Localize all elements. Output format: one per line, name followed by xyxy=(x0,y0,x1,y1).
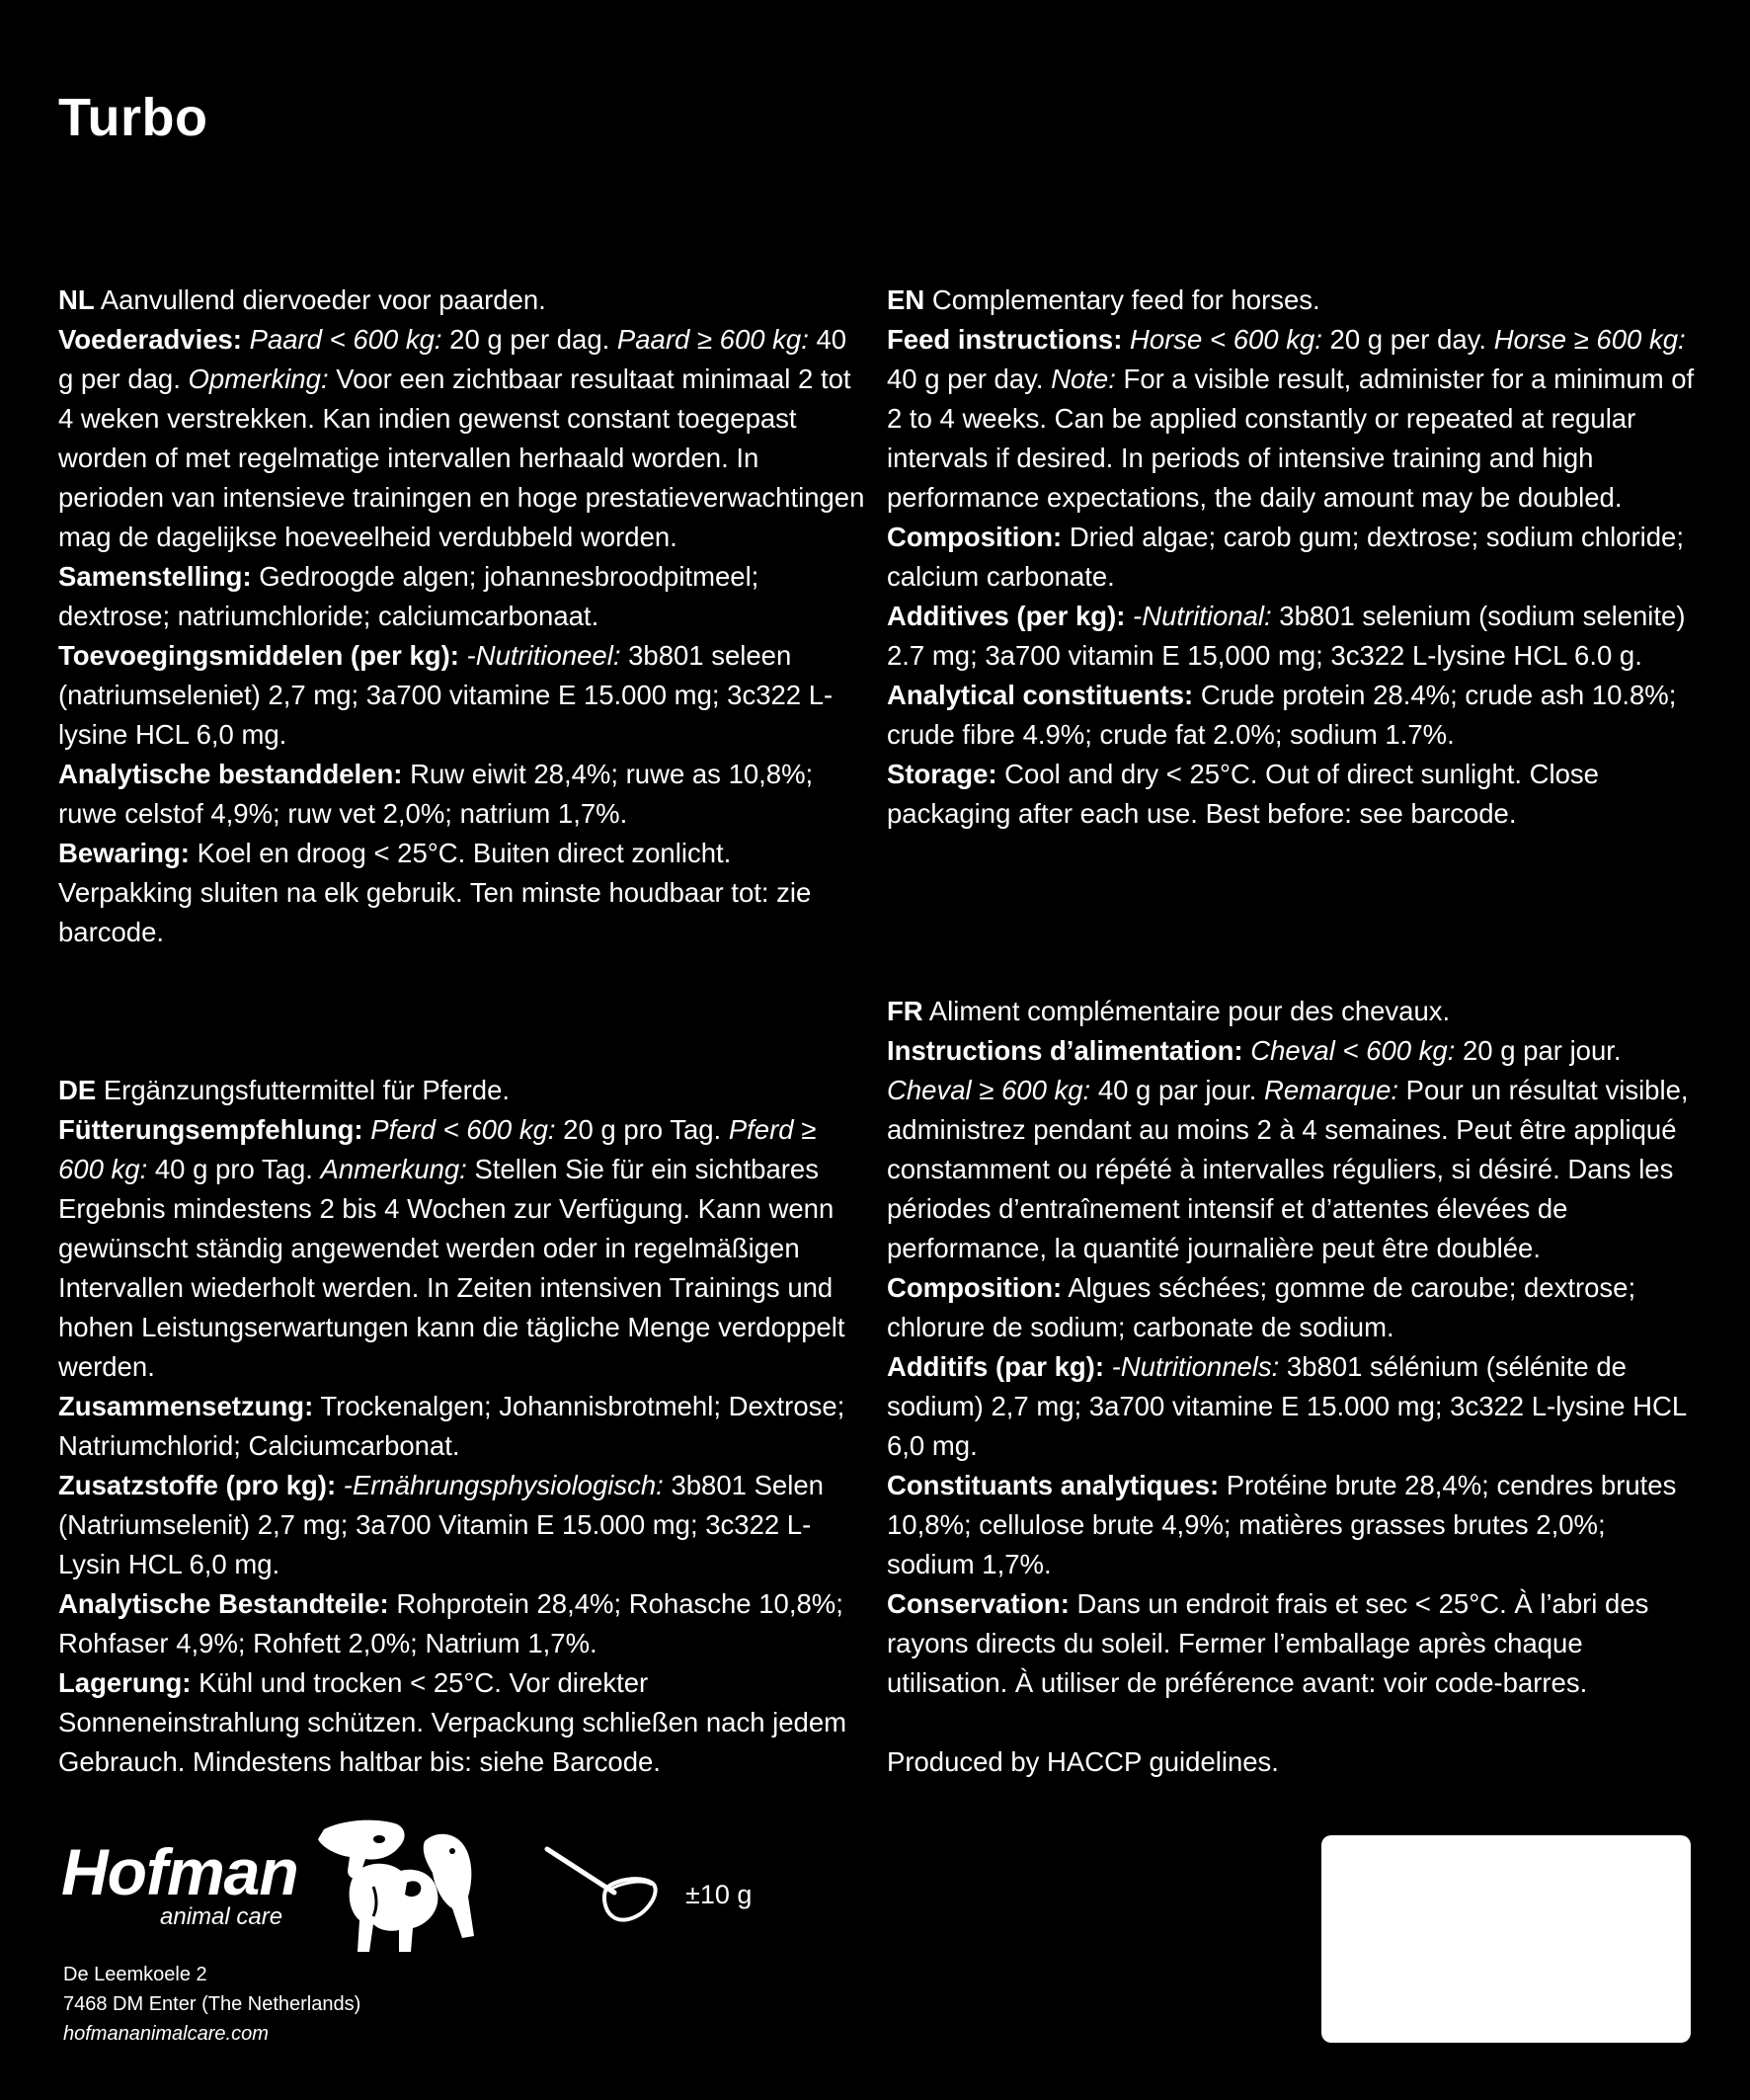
section-nl xyxy=(58,281,868,952)
barcode-area xyxy=(1321,1835,1691,2043)
address-line1: De Leemkoele 2 xyxy=(63,1964,207,1985)
nl-storage: Bewaring: Koel en droog < 25°C. Buiten direct zonlicht. Verpakking sluiten na elk gebruik. Ten minste houdbaar tot: zie barcode. xyxy=(58,838,812,947)
de-analytical: Analytische Bestandteile: Rohprotein 28,4%; Rohasche 10,8%; Rohfaser 4,9%; Rohfett 2,0%; Natrium 1,7%. xyxy=(58,1588,843,1658)
en-language-code: EN xyxy=(887,284,925,315)
fr-storage: Conservation: Dans un endroit frais et sec < 25°C. À l’abri des rayons directs du soleil. Fermer l’emballage après chaque utilisation. À utiliser de préférence avant: voir code-barres. xyxy=(887,1588,1649,1698)
section-fr xyxy=(887,992,1697,1782)
en-paragraph: EN Complementary feed for horses. xyxy=(887,284,1320,315)
product-title: Turbo xyxy=(58,88,208,147)
de-composition: Zusammensetzung: Trockenalgen; Johannisbrotmehl; Dextrose; Natriumchlorid; Calciumcarbonat. xyxy=(58,1391,845,1461)
fr-language-code: FR xyxy=(887,996,923,1026)
nl-composition: Samenstelling: Gedroogde algen; johannesbroodpitmeel; dextrose; natriumchloride; calciumcarbonaat. xyxy=(58,561,759,631)
haccp-note: Produced by HACCP guidelines. xyxy=(887,1746,1279,1777)
de-feed-advice: Fütterungsempfehlung: Pferd < 600 kg: 20 g pro Tag. Pferd ≥ 600 kg: 40 g pro Tag. Anmerkung: Stellen Sie für ein sichtbares Ergebnis mindestens 2 bis 4 Wochen zur Verfügung. Kann wenn gewünscht ständig angewendet werden oder in regelmäßigen Intervallen wiederholt werden. In Zeiten intensiven Trainings und hohen Leistungserwartungen kann die tägliche Menge verdoppelt werden. xyxy=(58,1114,845,1382)
section-de xyxy=(58,1071,868,1782)
fr-additives: Additifs (par kg): -Nutritionnels: 3b801 sélénium (sélénite de sodium) 2,7 mg; 3a700 vitamine E 15.000 mg; 3c322 L-lysine HCL 6,0 mg. xyxy=(887,1351,1687,1461)
fr-composition: Composition: Algues séchées; gomme de caroube; dextrose; chlorure de sodium; carbonate de sodium. xyxy=(887,1272,1636,1342)
en-additives: Additives (per kg): -Nutritional: 3b801 selenium (sodium selenite) 2.7 mg; 3a700 vitamin E 15,000 mg; 3c322 L-lysine HCL 6.0 g. xyxy=(887,601,1686,671)
de-language-code: DE xyxy=(58,1075,97,1105)
nl-additives: Toevoegingsmiddelen (per kg): -Nutritioneel: 3b801 seleen (natriumseleniet) 2,7 mg; 3a700 vitamine E 15.000 mg; 3c322 L-lysine HCL 6,0 mg. xyxy=(58,640,834,750)
fr-paragraph: FR Aliment complémentaire pour des chevaux. xyxy=(887,996,1451,1026)
en-feed-advice: Feed instructions: Horse < 600 kg: 20 g per day. Horse ≥ 600 kg: 40 g per day. Note: For a visible result, administer for a minimum of 2 to 4 weeks. Can be applied constantly or repeated at regular intervals if desired. In periods of intensive training and high performance expectations, the daily amount may be doubled. xyxy=(887,324,1695,513)
en-analytical: Analytical constituents: Crude protein 28.4%; crude ash 10.8%; crude fibre 4.9%; crude fat 2.0%; sodium 1.7%. xyxy=(887,680,1677,750)
brand-logo xyxy=(61,1817,437,1946)
en-storage: Storage: Cool and dry < 25°C. Out of direct sunlight. Close packaging after each use. Best before: see barcode. xyxy=(887,759,1599,829)
nl-paragraph: NL Aanvullend diervoeder voor paarden. xyxy=(58,284,546,315)
measuring-scoop-icon xyxy=(543,1839,662,1928)
nl-language-code: NL xyxy=(58,284,95,315)
scoop-amount: ±10 g xyxy=(685,1880,753,1909)
company-address xyxy=(63,1960,360,2049)
de-additives: Zusatzstoffe (pro kg): -Ernährungsphysiologisch: 3b801 Selen (Natriumselenit) 2,7 mg; 3a700 Vitamin E 15.000 mg; 3c322 L-Lysin HCL 6,0 mg. xyxy=(58,1470,824,1579)
en-composition: Composition: Dried algae; carob gum; dextrose; sodium chloride; calcium carbonate. xyxy=(887,522,1684,592)
fr-analytical: Constituants analytiques: Protéine brute 28,4%; cendres brutes 10,8%; cellulose brute 4,9%; matières grasses brutes 2,0%; sodium 1,7%. xyxy=(887,1470,1677,1579)
nl-feed-advice: Voederadvies: Paard < 600 kg: 20 g per dag. Paard ≥ 600 kg: 40 g per dag. Opmerking: Voor een zichtbaar resultaat minimaal 2 tot 4 weken verstrekken. Kan indien gewenst constant toegepast worden of met regelmatige intervallen herhaald worden. In perioden van intensieve trainingen en hoge prestatieverwachtingen mag de dagelijkse hoeveelheid verdubbeld worden. xyxy=(58,324,865,552)
nl-analytical: Analytische bestanddelen: Ruw eiwit 28,4%; ruwe as 10,8%; ruwe celstof 4,9%; ruw vet 2,0%; natrium 1,7%. xyxy=(58,759,814,829)
farm-animals-icon xyxy=(304,1817,482,1956)
section-en xyxy=(887,281,1697,834)
de-paragraph: DE Ergänzungsfuttermittel für Pferde. xyxy=(58,1075,511,1105)
address-line2: 7468 DM Enter (The Netherlands) xyxy=(63,1993,361,2015)
website-link[interactable]: hofmananimalcare.com xyxy=(63,2023,269,2045)
de-storage: Lagerung: Kühl und trocken < 25°C. Vor direkter Sonneneinstrahlung schützen. Verpackung schließen nach jedem Gebrauch. Mindestens haltbar bis: siehe Barcode. xyxy=(58,1667,847,1777)
brand-subtitle: animal care xyxy=(160,1903,283,1930)
brand-name: Hofman xyxy=(61,1835,298,1908)
fr-feed-advice: Instructions d’alimentation: Cheval < 600 kg: 20 g par jour. Cheval ≥ 600 kg: 40 g par jour. Remarque: Pour un résultat visible, administrez pendant au moins 2 à 4 semaines. Peut être appliqué constamment ou répété à intervalles réguliers, si désiré. Dans les périodes d’entraînement intensif et d’attentes élevées de performance, la quantité journalière peut être doublée. xyxy=(887,1035,1689,1263)
